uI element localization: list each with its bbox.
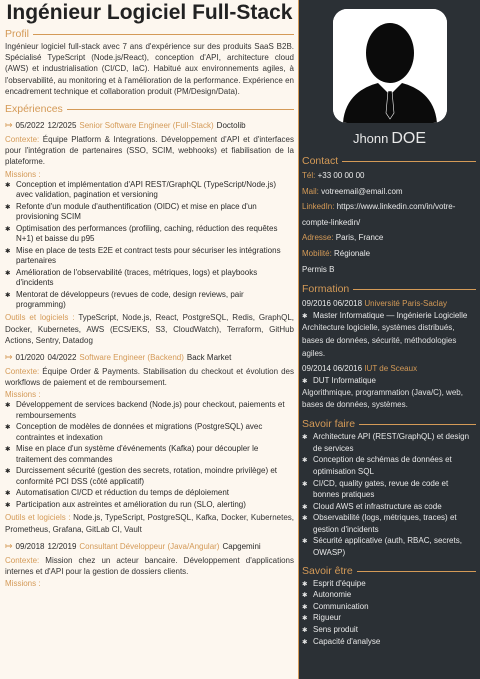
list-item: ✱ Rigueur [302,612,476,624]
list-item: ✱ Autonomie [302,589,476,601]
first-name: Jhonn [352,131,389,146]
missions-label: Missions : [5,579,41,589]
education-description: Algorithmique, programmation (Java/C), web, bases de données, systèmes. [302,387,463,410]
list-item: ✱ Conception de modèles de données et migrations (PostgreSQL) avec contraintes et indexation [5,422,294,443]
list-item: ✱ Cloud AWS et infrastructure as code [302,501,476,513]
divider [67,109,294,110]
profile-text: Ingénieur logiciel full-stack avec 7 ans d'expérience sur des produits SaaS B2B. Spécialisé TypeScript (Node.js/React), conception d'API, architecture cloud (AWS) et industrialisation (CI/CD, IaC). Habitué aux environnements agiles, à l'observabilité, au monitoring et à l'amélioration de la performance. Expérience en encadrement technique et collaboration produit (PM/Design/Data). [5,42,294,96]
job-entry [5,120,294,346]
list-item: ✱ Durcissement sécurité (gestion des secrets, rotation, moindre privilège) et conformité PCI DSS (côté applicatif) [5,466,294,487]
list-item: ✱ Participation aux astreintes et amélioration du run (SLO, alerting) [5,500,294,510]
degree-list [299,375,480,387]
missions-list [5,180,294,311]
list-item: ✱ CI/CD, quality gates, revue de code et bonnes pratiques [302,478,476,501]
job-context: Contexte: Équipe Platform & Integrations. Développement d'API et d'interfaces pour l'intégration de partenaires (SSO, SCIM, webhooks) et fiabilisation de la plateforme. [5,135,294,167]
list-item: ✱ Refonte d'un module d'authentification (OIDC) et mise en place d'un provisioning SCIM [5,202,294,223]
contact-phone: Tél: +33 00 00 00 [302,171,365,180]
divider [33,34,294,35]
job-role: Software Engineer (Backend) [79,353,184,363]
job-context: Contexte: Mission chez un acteur bancaire. Développement d'applications internes et d'API pour la gestion de dossiers clients. [5,555,294,577]
list-item: ✱ Optimisation des performances (profiling, caching, réduction des requêtes N+1) et baisse du p95 [5,224,294,245]
sidebar [298,0,480,679]
education-entry [299,363,480,413]
list-item: ✱ Sécurité applicative (auth, RBAC, secrets, OWASP) [302,535,476,558]
list-item: ✱ Conception de schémas de données et optimisation SQL [302,454,476,477]
missions-list [5,400,294,510]
soft-skills-heading: Savoir être [299,565,480,578]
divider [359,424,476,425]
job-entry [5,541,294,589]
list-item: ✱ Mise en place de tests E2E et contract tests pour sécuriser les intégrations partenaires [5,246,294,267]
skills-list [299,431,480,559]
list-item: ✱ Capacité d'analyse [302,636,476,648]
avatar [333,9,447,123]
job-company: Back Market [186,353,232,363]
job-role: Consultant Développeur (Java/Angular) [79,541,220,551]
job-end: 12/2025 [47,121,77,131]
contact-email[interactable]: Mail: votreemail@email.com [302,186,403,196]
arrow-right-icon: ↦ [5,352,13,363]
list-item: ✱ Développement de services backend (Node.js) pour checkout, paiements et remboursements [5,400,294,421]
list-item: ✱ Automatisation CI/CD et réduction du temps de déploiement [5,488,294,498]
job-tools: Outils et logiciels : TypeScript, Node.js, React, PostgreSQL, Redis, GraphQL, Docker, Kubernetes, AWS (ECS/EKS, S3, CloudWatch), Terraform, GitHub Actions, Sentry, Datadog [5,313,295,345]
profile-heading: Profil [5,28,294,41]
job-context: Contexte: Équipe Order & Payments. Stabilisation du checkout et évolution des workflows de paiement et de remboursement. [5,367,294,388]
contact-mobility: Mobilité: Régionale [302,248,371,258]
education-heading: Formation [299,283,480,296]
job-entry [5,352,294,535]
job-header [5,352,294,363]
job-start: 01/2020 [15,353,45,363]
list-item: ✱ Communication [302,601,476,613]
job-end: 04/2022 [47,353,77,363]
list-item: ✱ Conception et implémentation d'API REST/GraphQL (TypeScript/Node.js) avec validation, pagination et versioning [5,180,294,201]
job-tools: Outils et logiciels : Node.js, TypeScript, PostgreSQL, Kafka, Docker, Kubernetes, Prometheus, Grafana, GitLab CI, Vault [5,513,294,534]
education-description: Architecture logicielle, systèmes distribués, bases de données, sécurité, méthodologies agiles. [302,323,457,358]
arrow-right-icon: ↦ [5,120,13,131]
missions-label: Missions : [5,390,41,400]
divider [353,289,476,290]
contact-heading: Contact [299,155,480,168]
degree-list [299,310,480,322]
contact-permit: Permis B [302,264,335,274]
school-name: Université Paris-Saclay [364,299,448,309]
job-start: 09/2018 [15,541,45,551]
job-company: Doctolib [216,121,246,131]
list-item: ✱ Amélioration de l'observabilité (traces, métriques, logs) et playbooks d'incidents [5,268,294,289]
contact-address: Adresse: Paris, France [302,233,384,243]
divider [342,161,476,162]
list-item: ✱ Esprit d'équipe [302,578,476,590]
person-silhouette-icon [333,9,447,123]
job-role: Senior Software Engineer (Full-Stack) [79,121,214,131]
list-item: ✱ Observabilité (logs, métriques, traces) et gestion d'incidents [302,512,476,535]
page-title: Ingénieur Logiciel Full-Stack [6,1,293,24]
list-item: ✱ Mentorat de développeurs (revues de code, design reviews, pair programming) [5,290,294,311]
job-header [5,120,294,131]
missions-label: Missions : [5,169,41,179]
education-entry [299,298,480,360]
contact-linkedin[interactable]: LinkedIn: https://www.linkedin.com/in/votre-compte-linkedin/ [302,202,456,227]
list-item: ✱ Mise en place d'un système d'événements (Kafka) pour découpler le traitement des commandes [5,444,294,465]
job-start: 05/2022 [15,121,45,131]
list-item: ✱ Sens produit [302,624,476,636]
job-end: 12/2019 [47,541,77,551]
job-header [5,541,294,552]
degree: ✱ DUT Informatique [302,375,476,387]
arrow-right-icon: ↦ [5,540,13,551]
soft-skills-list [299,578,480,648]
last-name: DOE [391,130,427,147]
divider [357,571,476,572]
education-header: 09/2014 06/2016 IUT de Sceaux [302,363,418,373]
school-name: IUT de Sceaux [364,363,418,373]
person-name [299,131,480,147]
experience-heading: Expériences [5,103,294,116]
list-item: ✱ Architecture API (REST/GraphQL) et design de services [302,431,476,454]
job-company: Capgemini [222,541,261,551]
degree: ✱ Master Informatique — Ingénierie Logicielle [302,310,476,322]
education-header: 09/2016 06/2018 Université Paris-Saclay [302,299,448,309]
skills-heading: Savoir faire [299,418,480,431]
